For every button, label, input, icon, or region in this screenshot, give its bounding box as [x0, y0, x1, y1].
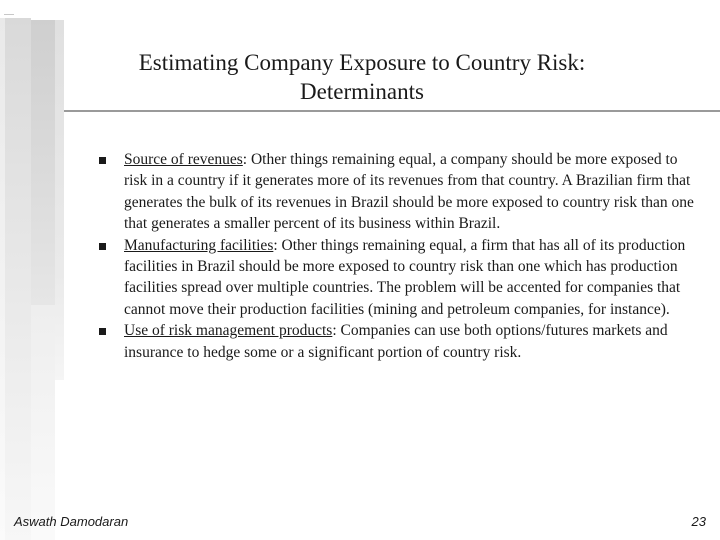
footer-author: Aswath Damodaran: [14, 514, 129, 529]
decor-bar: [55, 20, 64, 380]
decor-bar: [5, 18, 31, 540]
bullet-lead: Source of revenues: [124, 151, 243, 168]
square-bullet-icon: [99, 157, 106, 164]
bullet-list: [96, 149, 700, 363]
page-number: 23: [691, 514, 706, 529]
slide-title: [64, 48, 660, 106]
square-bullet-icon: [99, 328, 106, 335]
bullet-text: : Companies can use both options/futures markets and insurance to hedge some or a significant portion of country risk.: [124, 322, 668, 361]
bullet-lead: Use of risk management products: [124, 322, 333, 340]
corner-mark: [4, 14, 14, 20]
bullet-item: [96, 235, 700, 321]
bullet-text: : Other things remaining equal, a firm that has all of its production facilities in Brazil should be more exposed to country risk than one which has production facilities spread over multiple countries. The problem will be accented for companies that cannot move their production facilities (mining and petroleum companies, for instance).: [124, 236, 686, 318]
title-line-2: Determinants: [300, 79, 424, 104]
bullet-item: [96, 149, 700, 235]
decor-bar: [31, 20, 55, 305]
bullet-text: : Other things remaining equal, a company should be more exposed to risk in a country if it generates more of its revenues from that country. A Brazilian firm that generates the bulk of its revenues in Brazil should be more exposed to country risk than one that generates a smaller percent of its business within Brazil.: [124, 151, 694, 233]
bullet-item: [96, 320, 700, 363]
bullet-lead: Manufacturing facilities: [124, 236, 274, 254]
title-line-1: Estimating Company Exposure to Country Risk:: [138, 50, 586, 75]
title-divider: [64, 110, 720, 112]
square-bullet-icon: [99, 243, 106, 250]
decor-bar: [31, 305, 55, 540]
